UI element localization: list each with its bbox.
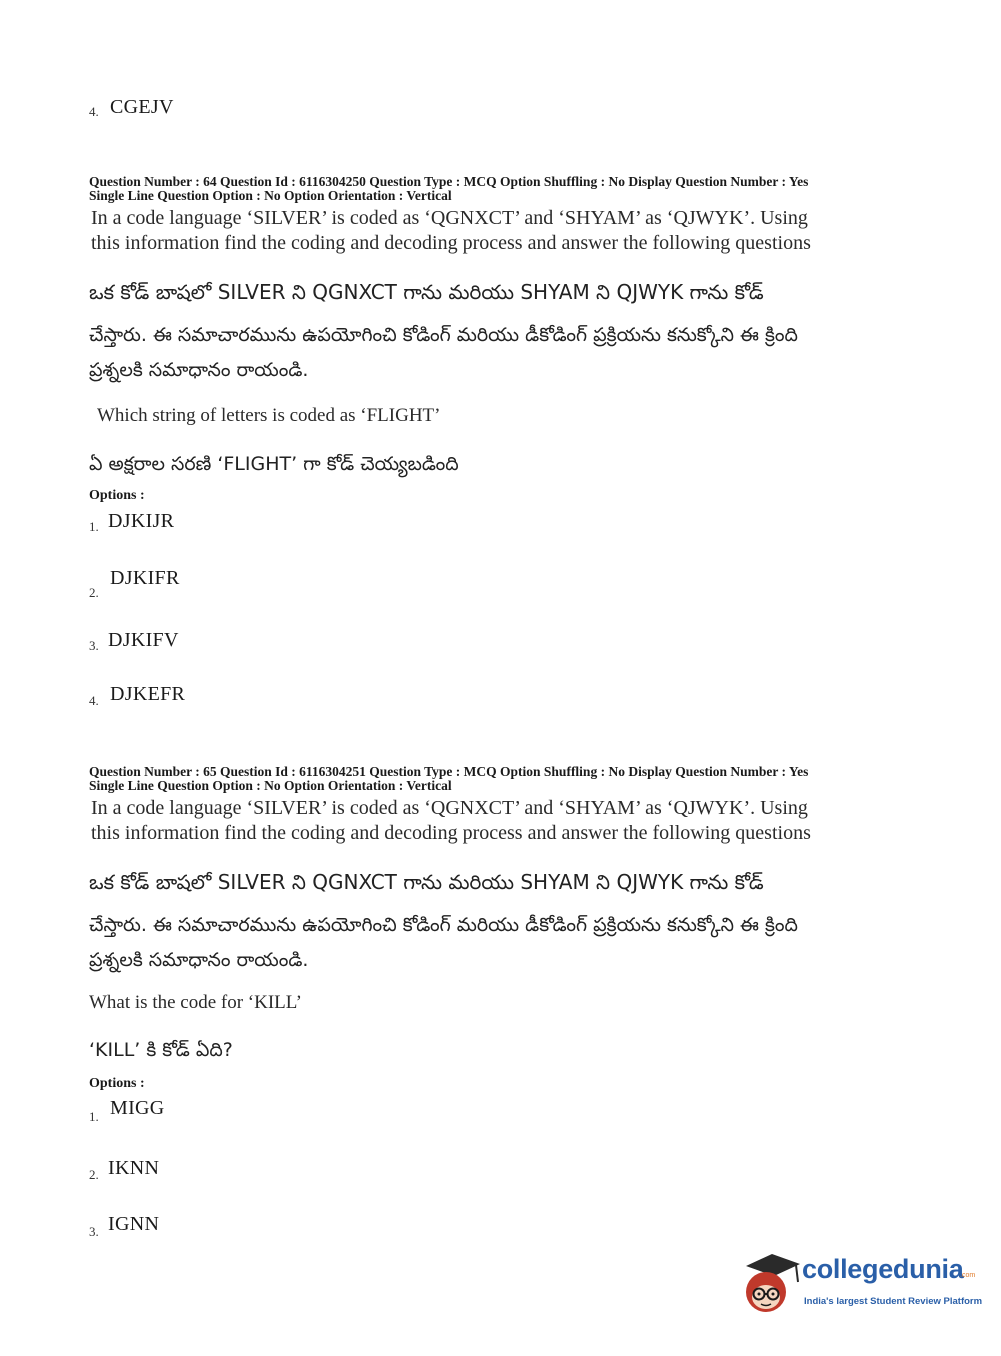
option-text: DJKIFR bbox=[110, 567, 180, 589]
collegedunia-logo bbox=[742, 1250, 983, 1316]
question-prompt-telugu: ‘KILL’ కి కోడ్ ఏది? bbox=[89, 1039, 233, 1061]
question-telugu-line: ప్రశ్నలకి సమాధానం రాయండి. bbox=[89, 359, 309, 381]
logo-wordmark: collegedunia bbox=[802, 1254, 964, 1284]
option-number: 1. bbox=[89, 519, 99, 534]
question-telugu-line: చేస్తారు. ఈ సమాచారమును ఉపయోగించి కోడింగ్ మరియు డీకోడింగ్ ప్రక్రియను కనుక్కోని ఈ క్రింది bbox=[89, 324, 798, 346]
question-english-line: this information find the coding and decoding process and answer the following questions bbox=[91, 822, 811, 844]
option-text: DJKIJR bbox=[108, 510, 175, 532]
option-number: 2. bbox=[89, 585, 99, 600]
mascot-icon bbox=[742, 1250, 802, 1316]
question-english-line: In a code language ‘SILVER’ is coded as ‘QGNXCT’ and ‘SHYAM’ as ‘QJWYK’. Using bbox=[91, 797, 808, 819]
option-number: 1. bbox=[89, 1109, 99, 1124]
option-number: 4. bbox=[89, 104, 99, 119]
option-text: IKNN bbox=[108, 1157, 160, 1179]
question-meta-line: Single Line Question Option : No Option Orientation : Vertical bbox=[89, 188, 452, 203]
options-label: Options : bbox=[89, 488, 145, 503]
logo-domain-suffix: .com bbox=[960, 1272, 976, 1279]
question-telugu-line: చేస్తారు. ఈ సమాచారమును ఉపయోగించి కోడింగ్ మరియు డీకోడింగ్ ప్రక్రియను కనుక్కోని ఈ క్రింది bbox=[89, 914, 798, 936]
option-number: 4. bbox=[89, 693, 99, 708]
question-prompt-telugu: ఏ అక్షరాల సరణి ‘FLIGHT’ గా కోడ్ చెయ్యబడింది bbox=[89, 453, 459, 475]
option-number: 3. bbox=[89, 638, 99, 653]
logo-tagline: India's largest Student Review Platform bbox=[804, 1296, 983, 1307]
option-text: MIGG bbox=[110, 1097, 165, 1119]
question-meta-line: Question Number : 65 Question Id : 6116304251 Question Type : MCQ Option Shuffling : No Display Question Number : Yes bbox=[89, 764, 809, 779]
question-telugu-line: ఒక కోడ్ బాషలో SILVER ని QGNXCT గాను మరియు SHYAM ని QJWYK గాను కోడ్ bbox=[89, 280, 764, 304]
question-telugu-line: ప్రశ్నలకి సమాధానం రాయండి. bbox=[89, 949, 309, 971]
question-prompt-english: What is the code for ‘KILL’ bbox=[89, 992, 302, 1013]
option-text: DJKIFV bbox=[108, 629, 179, 651]
option-text: DJKEFR bbox=[110, 683, 186, 705]
question-telugu-line: ఒక కోడ్ బాషలో SILVER ని QGNXCT గాను మరియు SHYAM ని QJWYK గాను కోడ్ bbox=[89, 870, 764, 894]
question-prompt-english: Which string of letters is coded as ‘FLIGHT’ bbox=[97, 405, 441, 426]
question-english-line: In a code language ‘SILVER’ is coded as ‘QGNXCT’ and ‘SHYAM’ as ‘QJWYK’. Using bbox=[91, 207, 808, 229]
question-english-line: this information find the coding and decoding process and answer the following questions bbox=[91, 232, 811, 254]
question-meta-line: Single Line Question Option : No Option Orientation : Vertical bbox=[89, 778, 452, 793]
options-label: Options : bbox=[89, 1076, 145, 1091]
option-text: CGEJV bbox=[110, 96, 174, 118]
option-number: 3. bbox=[89, 1224, 99, 1239]
option-number: 2. bbox=[89, 1167, 99, 1182]
question-meta-line: Question Number : 64 Question Id : 6116304250 Question Type : MCQ Option Shuffling : No Display Question Number : Yes bbox=[89, 174, 809, 189]
option-text: IGNN bbox=[108, 1213, 160, 1235]
